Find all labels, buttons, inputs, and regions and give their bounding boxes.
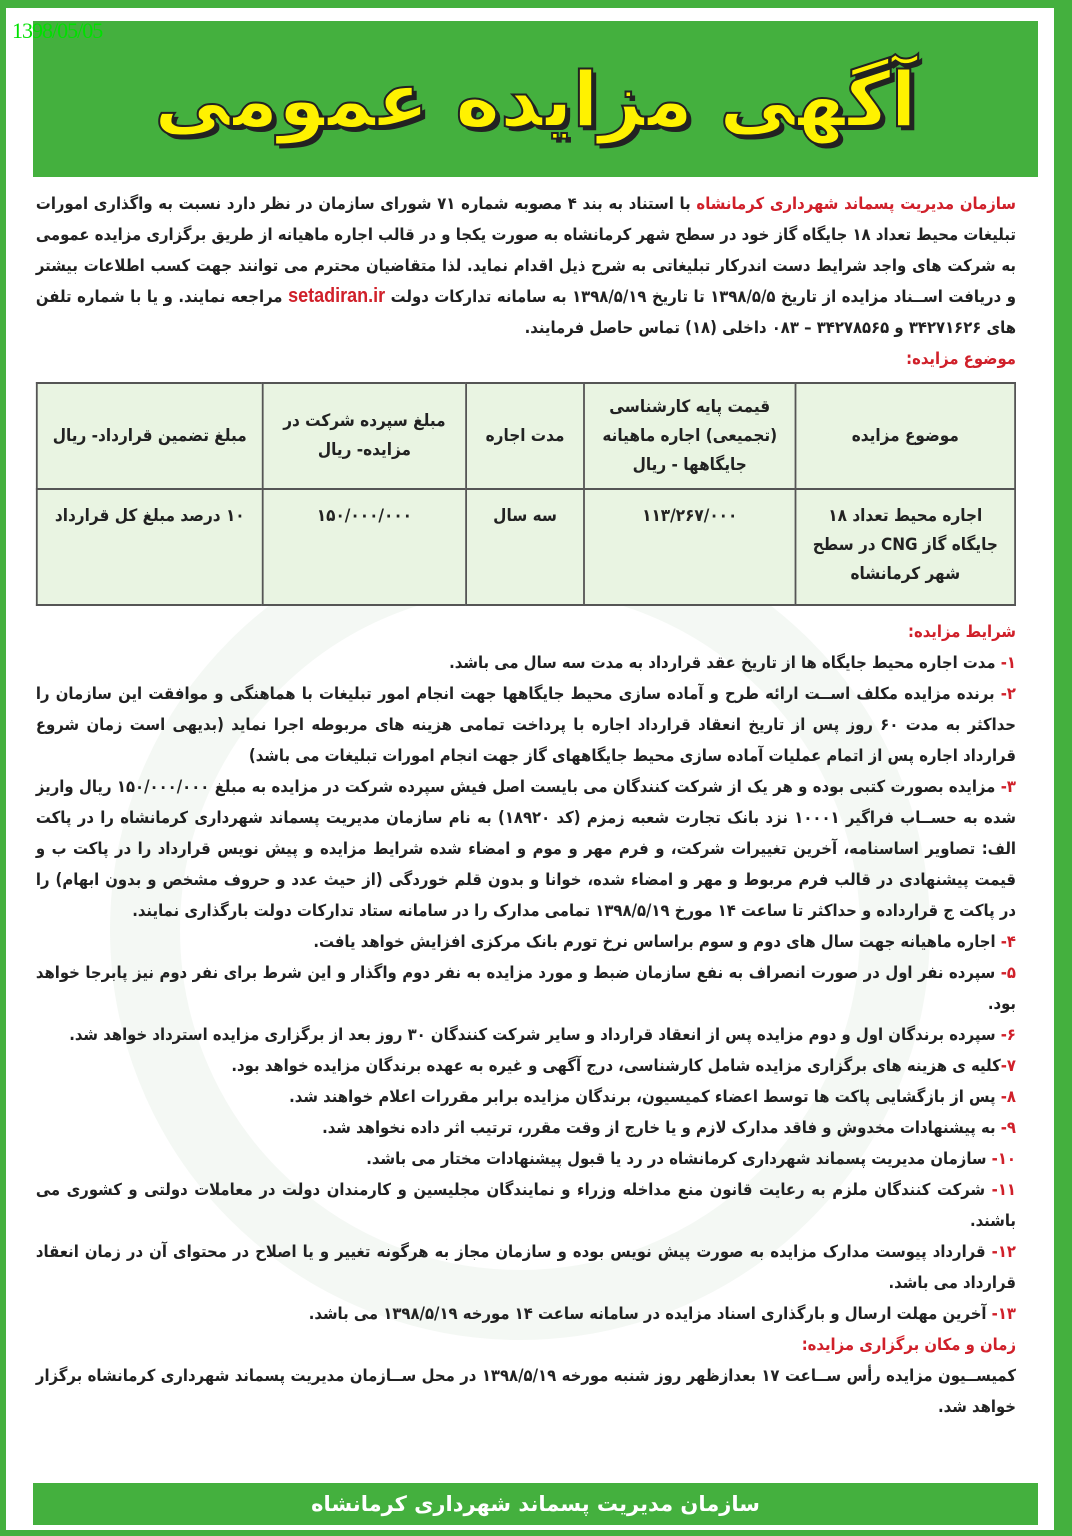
intro-paragraph — [36, 188, 1016, 343]
condition-text: به پیشنهادات مخدوش و فاقد مدارک لازم و یا خارج از وقت مقرر، ترتیب اثر داده نخواهد شد. — [322, 1118, 1001, 1137]
condition-item — [36, 1050, 1016, 1081]
condition-item — [36, 957, 1016, 1019]
condition-number: ۱- — [1000, 653, 1016, 672]
condition-item — [36, 1112, 1016, 1143]
time-place-text: کمیســیون مزایده رأس ســاعت ۱۷ بعدازظهر روز شنبه مورخه ۱۳۹۸/۵/۱۹ در محل ســازمان مدیریت پسماند شهرداری کرمانشاه برگزار خواهد شد. — [35, 1366, 1016, 1416]
condition-text: قرارداد پیوست مدارک مزایده به صورت پیش نویس بوده و سازمان مجاز به هرگونه تغییر و یا اصلاح در محتوای آن در زمان انعقاد قرارداد می باشد. — [35, 1242, 1016, 1292]
table-header-row — [37, 383, 1015, 489]
condition-text: پس از بازگشایی پاکت ها توسط اعضاء کمیسیون، برندگان مزایده برابر مقررات اعلام خواهند شد. — [289, 1087, 1001, 1106]
condition-number: ۱۱- — [991, 1180, 1016, 1199]
condition-text: اجاره ماهیانه جهت سال های دوم و سوم براساس نرخ تورم بانک مرکزی افزایش خواهد یافت. — [313, 932, 1001, 951]
condition-number: ۶- — [1000, 1025, 1016, 1044]
condition-number: ۱۳- — [991, 1304, 1016, 1323]
intro-text: با استناد به بند ۴ مصوبه شماره ۷۱ شورای سازمان در نظر دارد نسبت به واگذاری امورات تبلیغات محیط تعداد ۱۸ جایگاه گاز خود در سطح شهر کرمانشاه به صورت یکجا و در قالب اجاره ماهیانه از طریق برگزاری مزایده عمومی به شرکت های واجد شرایط دست اندرکار تبلیغاتی به شرح ذیل اقدام نماید. لذا متقاضیان محترم می توانند جهت کسب اطلاعات بیشتر و دریافت اســناد مزایده از تاریخ ۱۳۹۸/۵/۵ تا تاریخ ۱۳۹۸/۵/۱۹ به سامانه تدارکات دولت — [35, 194, 1016, 306]
condition-number: ۷- — [1000, 1056, 1016, 1075]
condition-item — [36, 1174, 1016, 1236]
condition-text: سازمان مدیریت پسماند شهرداری کرمانشاه در رد یا قبول پیشنهادات مختار می باشد. — [366, 1149, 992, 1168]
condition-text: برنده مزایده مکلف اســت ارائه طرح و آماده سازی محیط جایگاهها جهت انجام امور تبلیغات با هماهنگی و موافقت این سازمان را حداکثر به مدت ۶۰ روز پس از تاریخ انعقاد قرارداد اجاره با پرداخت تمامی هزینه های مربوطه اجرا نماید (بدیهی است زمان شروع قرارداد اجاره پس از اتمام عملیات آماده سازی محیط جایگاههای گاز جهت انجام امورات تبلیغات می باشد) — [35, 684, 1017, 765]
condition-number: ۱۰- — [991, 1149, 1016, 1168]
notice-body — [36, 188, 1016, 1422]
condition-text: سپرده برندگان اول و دوم مزایده پس از انعقاد قرارداد و سایر شرکت کنندگان ۳۰ روز بعد از برگزاری مزایده استرداد خواهد شد. — [69, 1025, 1001, 1044]
website-link[interactable]: setadiran.ir — [288, 285, 386, 307]
cell-base-price: ۱۱۳/۲۶۷/۰۰۰ — [584, 489, 796, 605]
condition-item — [36, 926, 1016, 957]
condition-number: ۳- — [1000, 777, 1016, 796]
cell-subject: اجاره محیط تعداد ۱۸ جایگاه گاز CNG در سطح شهر کرمانشاه — [796, 489, 1016, 605]
col-subject: موضوع مزایده — [796, 383, 1016, 489]
cell-duration: سه سال — [466, 489, 584, 605]
condition-number: ۴- — [1000, 932, 1016, 951]
condition-item — [36, 1081, 1016, 1112]
condition-text: آخرین مهلت ارسال و بارگذاری اسناد مزایده در سامانه ساعت ۱۴ مورخه ۱۳۹۸/۵/۱۹ می باشد. — [308, 1304, 992, 1323]
header-banner — [33, 21, 1038, 177]
condition-number: ۵- — [1000, 963, 1016, 982]
datestamp: 1398/05/05 — [12, 18, 103, 43]
condition-item — [36, 1236, 1016, 1298]
col-duration: مدت اجاره — [466, 383, 584, 489]
subject-heading: موضوع مزایده: — [906, 349, 1016, 368]
org-name: سازمان مدیریت پسماند شهرداری کرمانشاه — [696, 194, 1016, 213]
condition-number: ۸- — [1000, 1087, 1016, 1106]
conditions-heading: شرایط مزایده: — [908, 622, 1016, 641]
col-deposit: مبلغ سپرده شرکت در مزایده- ریال — [263, 383, 466, 489]
intro-text-end: مراجعه نمایند. و یا با شماره تلفن های ۳۴۲۷۱۶۲۶ و ۳۴۲۷۸۵۶۵ – ۰۸۳ داخلی (۱۸) تماس حاصل فرمایند. — [35, 287, 1016, 337]
footer-banner — [33, 1483, 1038, 1525]
time-place-heading: زمان و مکان برگزاری مزایده: — [801, 1335, 1016, 1354]
conditions-list — [36, 647, 1016, 1329]
condition-text: مدت اجاره محیط جایگاه ها از تاریخ عقد قرارداد به مدت سه سال می باشد. — [449, 653, 1001, 672]
condition-number: ۹- — [1000, 1118, 1016, 1137]
condition-text: سپرده نفر اول در صورت انصراف به نفع سازمان ضبط و مورد مزایده به نفر دوم واگذار و این شرط برای نفر دوم نیز پابرجا خواهد بود. — [35, 963, 1016, 1013]
condition-item — [36, 1019, 1016, 1050]
auction-table — [36, 382, 1016, 606]
condition-item — [36, 1143, 1016, 1174]
condition-item — [36, 1298, 1016, 1329]
col-guarantee: مبلغ تضمین قرارداد- ریال — [37, 383, 263, 489]
cell-guarantee: ۱۰ درصد مبلغ کل قرارداد — [37, 489, 263, 605]
footer-org-name: سازمان مدیریت پسماند شهرداری کرمانشاه — [311, 1492, 760, 1516]
condition-number: ۱۲- — [991, 1242, 1016, 1261]
condition-number: ۲- — [1000, 684, 1016, 703]
table-row — [37, 489, 1015, 605]
condition-text: کلیه ی هزینه های برگزاری مزایده شامل کارشناسی، درج آگهی و غیره به عهده برندگان مزایده خواهد بود. — [231, 1056, 1001, 1075]
page-title: آگهی مزایده عمومی — [154, 54, 917, 144]
condition-text: شرکت کنندگان ملزم به رعایت قانون منع مداخله وزراء و نمایندگان مجلیسین و کارمندان دولت در معاملات دولتی و کشوری می باشند. — [35, 1180, 1016, 1230]
col-base-price: قیمت پایه کارشناسی (تجمیعی) اجاره ماهیانه جایگاهها - ریال — [584, 383, 796, 489]
condition-text: مزایده بصورت کتبی بوده و هر یک از شرکت کنندگان می بایست اصل فیش سپرده شرکت در مزایده به مبلغ ۱۵۰/۰۰۰/۰۰۰ ریال واریز شده به حســاب فراگیر ۱۰۰۰۱ نزد بانک تجارت شعبه زمزم (کد ۱۸۹۲۰) به نام سازمان مدیریت پسماند شهرداری کرمانشاه را در پاکت الف: تصاویر اساسنامه، آخرین تغییرات شرکت، و فرم مهر و موم و امضاء شده شرایط مزایده و پیش نویس قرارداد را در پاکت ب و قیمت پیشنهادی در قالب فرم مربوط و مهر و امضاء شده، خوانا و بدون قلم خوردگی (از حیث عدد و حروف مشخص و بدون ابهام) را در پاکت ج قرارداده و حداکثر تا ساعت ۱۴ مورخ ۱۳۹۸/۵/۱۹ تمامی مدارک را در سامانه ستاد تدارکات دولت بارگذاری نمایند. — [35, 777, 1016, 920]
cell-deposit: ۱۵۰/۰۰۰/۰۰۰ — [263, 489, 466, 605]
condition-item — [36, 771, 1016, 926]
condition-item — [36, 678, 1016, 771]
condition-item — [36, 647, 1016, 678]
